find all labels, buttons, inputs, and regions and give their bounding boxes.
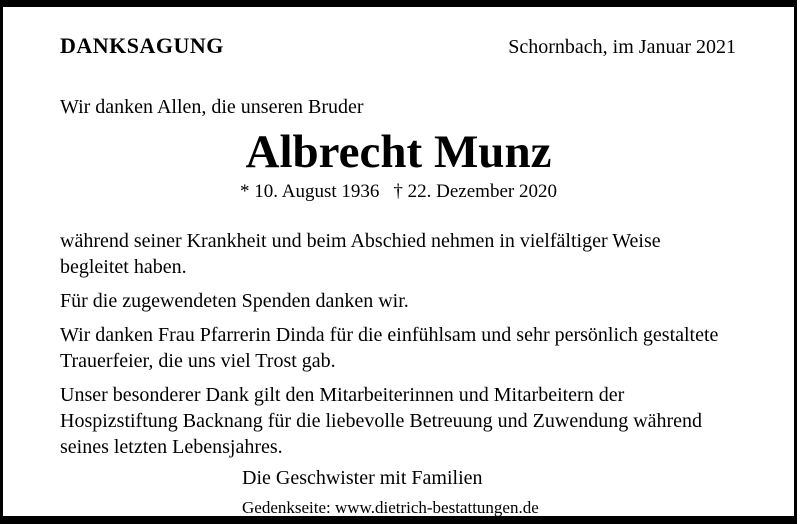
notice-type-title: DANKSAGUNG [60,33,224,58]
deceased-name: Albrecht Munz [245,126,552,178]
body-paragraph: Unser besonderer Dank gilt den Mitarbeiterinnen und Mitarbeitern der Hospizstiftung Backnang für die liebevolle Betreuung und Zuwendung während seines letzten Lebensjahres. [60,384,703,458]
intro-line: Wir danken Allen, die unseren Bruder [60,96,364,118]
body-paragraph: Wir danken Frau Pfarrerin Dinda für die einfühlsam und sehr persönlich gestaltete Trauerfeier, die uns viel Trost gab. [60,324,719,372]
body-paragraph: während seiner Krankheit und beim Abschied nehmen in vielfältiger Weise begleitet haben. [60,230,661,278]
place-dateline: Schornbach, im Januar 2021 [508,36,736,58]
notice-header [60,33,736,60]
memorial-site-line: Gedenkseite: www.dietrich-bestattungen.de [242,498,539,517]
signature-line: Die Geschwister mit Familien [242,467,483,489]
body-paragraph: Für die zugewendeten Spenden danken wir. [60,290,409,312]
notice-content [3,7,794,516]
life-dates [60,180,737,204]
birth-date: * 10. August 1936 [240,181,380,202]
death-date: † 22. Dezember 2020 [393,181,557,202]
